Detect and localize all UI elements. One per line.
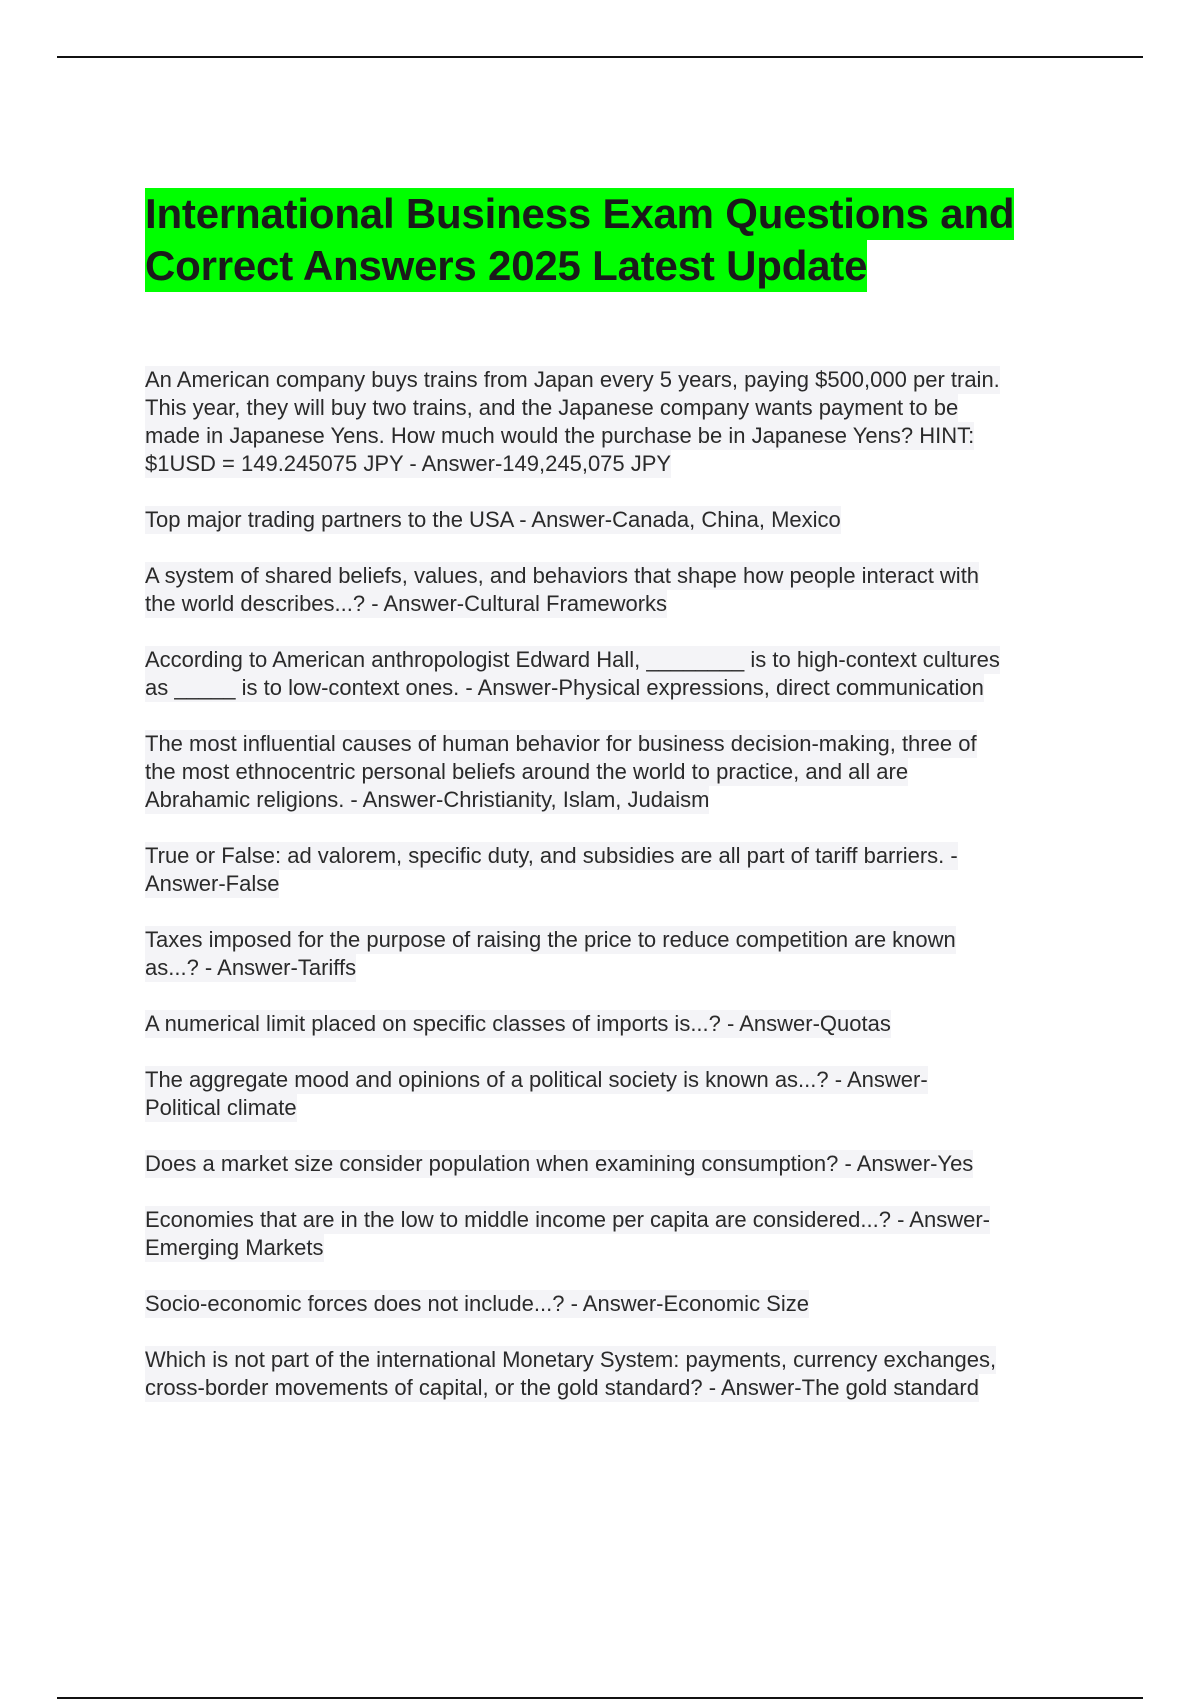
- qa-item: [145, 730, 1095, 814]
- qa-text-line: This year, they will buy two trains, and the Japanese company wants payment to be: [145, 395, 959, 420]
- qa-text-line: Political climate: [145, 1095, 297, 1120]
- qa-text-line: the most ethnocentric personal beliefs around the world to practice, and all are: [145, 759, 909, 784]
- qa-item: [145, 562, 1095, 618]
- qa-text-line: Taxes imposed for the purpose of raising the price to reduce competition are known: [145, 927, 956, 952]
- qa-text-line: Economies that are in the low to middle income per capita are considered...? - Answer-: [145, 1207, 990, 1232]
- qa-item: [145, 1290, 1095, 1318]
- qa-item: [145, 366, 1095, 478]
- qa-text-line: Which is not part of the international Monetary System: payments, currency exchanges,: [145, 1347, 997, 1372]
- qa-text-line: made in Japanese Yens. How much would the purchase be in Japanese Yens? HINT:: [145, 423, 975, 448]
- qa-item: [145, 1010, 1095, 1038]
- qa-item: [145, 506, 1095, 534]
- qa-item: [145, 1206, 1095, 1262]
- qa-item: [145, 1150, 1095, 1178]
- qa-text-line: Top major trading partners to the USA - Answer-Canada, China, Mexico: [145, 507, 841, 532]
- qa-text-line: as _____ is to low-context ones. - Answer-Physical expressions, direct communication: [145, 675, 984, 700]
- qa-text-line: Socio-economic forces does not include...? - Answer-Economic Size: [145, 1291, 809, 1316]
- qa-text-line: The aggregate mood and opinions of a political society is known as...? - Answer-: [145, 1067, 928, 1092]
- qa-text-line: $1USD = 149.245075 JPY - Answer-149,245,075 JPY: [145, 451, 672, 476]
- qa-text-line: Does a market size consider population when examining consumption? - Answer-Yes: [145, 1151, 974, 1176]
- qa-text-line: A system of shared beliefs, values, and behaviors that shape how people interact with: [145, 563, 980, 588]
- qa-list: [145, 366, 1095, 1430]
- qa-text-line: According to American anthropologist Edward Hall, ________ is to high-context cultures: [145, 647, 1000, 672]
- qa-text-line: An American company buys trains from Japan every 5 years, paying $500,000 per train.: [145, 367, 1000, 392]
- document-title: [145, 188, 1075, 292]
- title-line: International Business Exam Questions and: [145, 188, 1075, 240]
- qa-item: [145, 926, 1095, 982]
- qa-text-line: True or False: ad valorem, specific duty, and subsidies are all part of tariff barriers. -: [145, 843, 958, 868]
- qa-text-line: cross-border movements of capital, or the gold standard? - Answer-The gold standard: [145, 1375, 979, 1400]
- qa-item: [145, 1066, 1095, 1122]
- qa-text-line: Abrahamic religions. - Answer-Christianity, Islam, Judaism: [145, 787, 710, 812]
- qa-item: [145, 646, 1095, 702]
- qa-text-line: Answer-False: [145, 871, 280, 896]
- bottom-rule: [57, 1697, 1143, 1699]
- qa-text-line: as...? - Answer-Tariffs: [145, 955, 357, 980]
- top-rule: [57, 56, 1143, 58]
- qa-item: [145, 842, 1095, 898]
- qa-text-line: The most influential causes of human behavior for business decision-making, three of: [145, 731, 977, 756]
- qa-text-line: A numerical limit placed on specific classes of imports is...? - Answer-Quotas: [145, 1011, 891, 1036]
- qa-text-line: the world describes...? - Answer-Cultural Frameworks: [145, 591, 668, 616]
- qa-item: [145, 1346, 1095, 1402]
- title-line: Correct Answers 2025 Latest Update: [145, 240, 1075, 292]
- qa-text-line: Emerging Markets: [145, 1235, 324, 1260]
